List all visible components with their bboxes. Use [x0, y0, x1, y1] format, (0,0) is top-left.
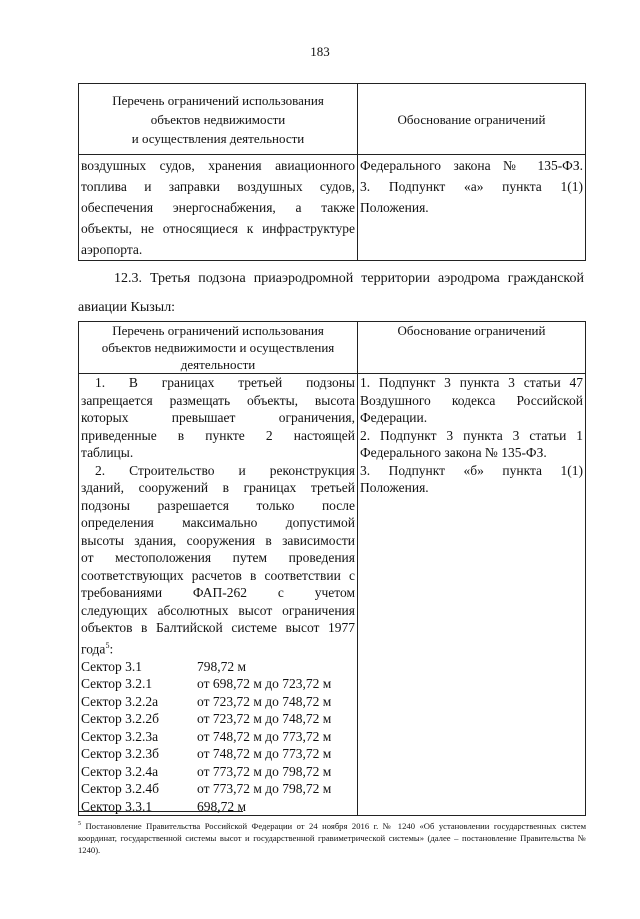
heading-line: 12.3. Третья подзона приаэродромной территории аэродрома гражданской: [114, 271, 584, 286]
cell-line: Положения.: [360, 480, 429, 495]
cell-line: от местоположения путем проведения: [81, 550, 355, 565]
header-restrictions-list: [79, 322, 358, 374]
sector-name: Сектор 3.2.4б: [81, 781, 160, 796]
header-justification: Обоснование ограничений: [358, 84, 586, 155]
header-restrictions-list: [79, 84, 358, 155]
cell-line: высоты здания, сооружения в зависимости: [81, 532, 355, 548]
cell-line: 3. Подпункт «а» пункта 1(1): [360, 179, 583, 194]
cell-line: приведенные в пункте 2 настоящей: [81, 427, 355, 443]
footnote-mark: 5: [78, 821, 81, 827]
sector-name: Сектор 3.3.1: [81, 798, 153, 814]
cell-line: 3. Подпункт «б» пункта 1(1): [360, 462, 583, 478]
justification-cell: [358, 374, 586, 816]
cell-line: соответствующих расчетов в соответствии с: [81, 567, 355, 583]
sector-value: от 773,72 м до 798,72 м: [197, 763, 332, 779]
table-row: [79, 155, 586, 261]
cell-line: следующих абсолютных высот ограничения: [81, 602, 355, 618]
header-line: Перечень ограничений использования: [112, 323, 324, 338]
cell-line: таблицы.: [81, 445, 134, 460]
cell-line: Положения.: [360, 200, 429, 215]
sector-value: от 748,72 м до 773,72 м: [197, 746, 332, 761]
sectors-list: [81, 658, 355, 816]
cell-line: 1. Подпункт 3 пункта 3 статьи 47: [360, 375, 583, 390]
cell-line: объектов в Балтийской системе высот 1977: [81, 620, 355, 635]
cell-line: 2. Подпункт 3 пункта 3 статьи 1: [360, 427, 583, 443]
footnote-divider: [78, 811, 243, 812]
sector-name: Сектор 3.2.2б: [81, 711, 160, 726]
sector-name: Сектор 3.1: [81, 658, 143, 674]
table-header-row: [79, 84, 586, 155]
sector-value: от 723,72 м до 748,72 м: [197, 693, 332, 709]
list-item: [81, 693, 355, 711]
cell-line: топлива и заправки воздушных судов,: [81, 179, 355, 194]
sector-value: от 723,72 м до 748,72 м: [197, 711, 332, 726]
sector-name: Сектор 3.2.3а: [81, 728, 159, 744]
third-subzone-table: [78, 321, 586, 816]
sector-name: Сектор 3.2.3б: [81, 746, 160, 761]
cell-line: Воздушного кодекса Российской: [360, 392, 583, 408]
footnote-ref[interactable]: 5: [105, 640, 110, 650]
last-line-text: года: [81, 641, 106, 656]
sector-value: 798,72 м: [197, 658, 247, 674]
heading-line: авиации Кызыл:: [78, 300, 176, 315]
list-item: [81, 658, 355, 676]
restriction-cell: [79, 374, 358, 816]
footnote: [78, 818, 586, 856]
cell-line: которых превышает ограничения,: [81, 410, 355, 425]
cell-line: объекты, не относящиеся к инфраструктуре: [81, 221, 355, 236]
header-justification: Обоснование ограничений: [358, 322, 586, 374]
header-line: объектов недвижимости и осуществления: [101, 340, 335, 355]
cell-line: аэропорта.: [81, 242, 143, 257]
sector-name: Сектор 3.2.4а: [81, 763, 159, 779]
cell-line: года$^5$:: [81, 640, 114, 656]
cell-line: обеспечения энергоснабжения, а также: [81, 200, 355, 215]
sector-value: 698,72 м: [197, 798, 247, 814]
list-item: [81, 710, 355, 728]
justification-cell: [358, 155, 586, 261]
sector-value: от 698,72 м до 723,72 м: [197, 676, 332, 691]
cell-line: Федерации.: [360, 410, 428, 425]
sector-value: от 773,72 м до 798,72 м: [197, 781, 332, 796]
cell-line: 1. В границах третьей подзоны: [95, 375, 355, 390]
header-line: и осуществления деятельности: [131, 130, 305, 146]
cell-line: воздушных судов, хранения авиационного: [81, 158, 355, 173]
section-heading: [78, 264, 584, 322]
header-line: деятельности: [180, 357, 256, 372]
cell-line: запрещается размещать объекты, высота: [81, 392, 355, 408]
page-number: 183: [310, 44, 330, 59]
cell-line: Федерального закона № 135-ФЗ.: [360, 158, 583, 173]
restriction-cell: [79, 155, 358, 261]
restrictions-table-continued: [78, 83, 586, 261]
header-line: Перечень ограничений использования: [112, 92, 324, 108]
cell-line: Федерального закона № 135-ФЗ.: [360, 445, 547, 460]
sector-name: Сектор 3.2.2а: [81, 693, 159, 709]
cell-line: определения максимально допустимой: [81, 515, 355, 530]
cell-line: зданий, сооружений в границах третьей: [81, 480, 355, 495]
list-item: [81, 763, 355, 781]
list-item: [81, 728, 355, 746]
list-item: [81, 798, 355, 816]
table-header-row: [79, 322, 586, 374]
cell-line: требованиями ФАП-262 с учетом: [81, 585, 355, 600]
cell-line: 2. Строительство и реконструкция: [95, 462, 355, 478]
list-item: [81, 780, 355, 798]
sector-name: Сектор 3.2.1: [81, 676, 153, 691]
header-line: объектов недвижимости: [150, 111, 286, 127]
cell-line: подзоны разрешается только после: [81, 497, 355, 513]
footnote-text: Постановление Правительства Российской Федерации от 24 ноября 2016 г. № 1240 «Об установлении государственных систем координат, государственной системы высот и государственной гравиметрической системы» (далее – постановление Правительства № 1240).: [78, 820, 587, 855]
list-item: [81, 745, 355, 763]
sector-value: от 748,72 м до 773,72 м: [197, 728, 332, 744]
list-item: [81, 675, 355, 693]
table-row: [79, 374, 586, 816]
